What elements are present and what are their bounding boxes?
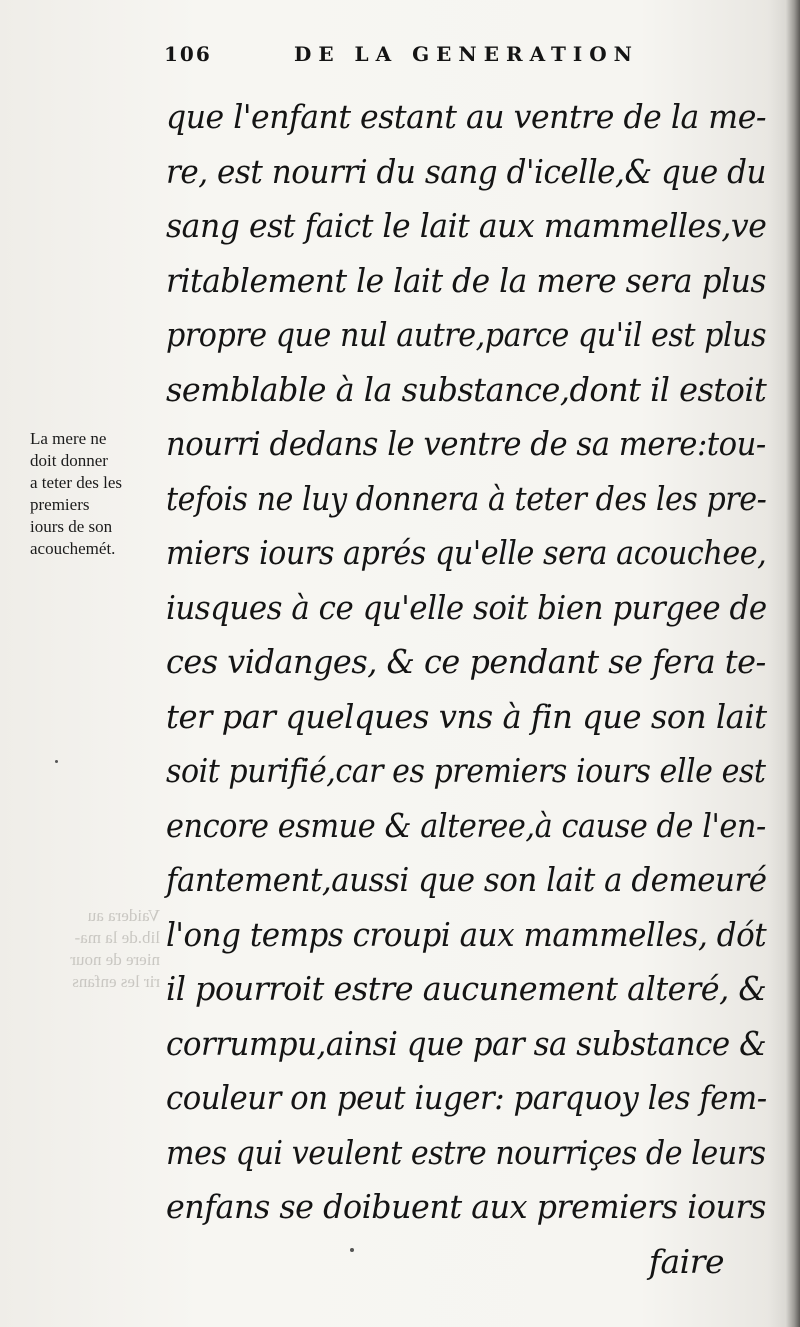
text-line: propre que nul autre,parce qu'il est plus xyxy=(166,315,767,354)
margin-note-line: La mere ne xyxy=(30,429,107,448)
text-line: encore esmue & alteree,à cause de l'en- xyxy=(166,805,766,845)
text-line: il pourroit estre aucunement alteré, & xyxy=(166,969,767,1008)
bleed-through-line: lib.de la ma- xyxy=(74,928,160,947)
text-line: sang est faict le lait aux mammelles,ve xyxy=(166,206,767,245)
text-line: enfans se doibuent aux premiers iours xyxy=(166,1187,766,1226)
text-line: mes qui veulent estre nourriçes de leurs xyxy=(166,1132,766,1172)
bleed-through-line: niere de nour xyxy=(70,950,160,969)
bleed-through-line: rir les enfans xyxy=(72,972,160,991)
text-line: ces vidanges, & ce pendant se fera te- xyxy=(166,642,766,681)
text-line: fantement,aussi que son lait a demeuré xyxy=(166,860,767,899)
text-line: re, est nourri du sang d'icelle,& que du xyxy=(166,151,767,191)
text-line: nourri dedans le ventre de sa mere:tou- xyxy=(166,424,766,463)
text-line: semblable à la substance,dont il estoit xyxy=(166,369,767,409)
margin-note xyxy=(30,428,160,560)
ink-speck xyxy=(350,1248,354,1252)
text-line: que l'enfant estant au ventre de la me- xyxy=(166,97,767,136)
running-header xyxy=(162,36,722,76)
page-gutter-shadow xyxy=(786,0,800,1327)
catchword: faire xyxy=(648,1241,724,1281)
text-line: ter par quelques vns à fin que son lait xyxy=(166,696,767,736)
running-title: DE LA GENERATION xyxy=(294,42,639,66)
margin-note-line: premiers xyxy=(30,495,90,514)
margin-note-line: acouchemét. xyxy=(30,539,116,558)
text-line: soit purifié,car es premiers iours elle est xyxy=(166,751,766,790)
margin-note-line: doit donner xyxy=(30,451,108,470)
text-line: l'ong temps croupi aux mammelles, dót xyxy=(166,914,767,954)
bleed-through-margin-note xyxy=(30,905,160,993)
body-text xyxy=(166,90,766,1289)
text-line: tefois ne luy donnera à teter des les pre- xyxy=(166,478,767,518)
text-line: corrumpu,ainsi que par sa substance & xyxy=(166,1023,767,1063)
text-line: miers iours aprés qu'elle sera acouchee, xyxy=(166,533,767,572)
margin-note-line: iours de son xyxy=(30,517,113,536)
bleed-through-line: Vaidera au xyxy=(87,906,160,925)
text-line: iusques à ce qu'elle soit bien purgee de xyxy=(166,587,767,627)
ink-speck xyxy=(55,760,58,763)
page-number: 106 xyxy=(164,42,212,66)
text-line: ritablement le lait de la mere sera plus xyxy=(166,260,766,300)
margin-note-line: a teter des les xyxy=(30,473,123,492)
text-line: couleur on peut iuger: parquoy les fem- xyxy=(166,1078,767,1117)
